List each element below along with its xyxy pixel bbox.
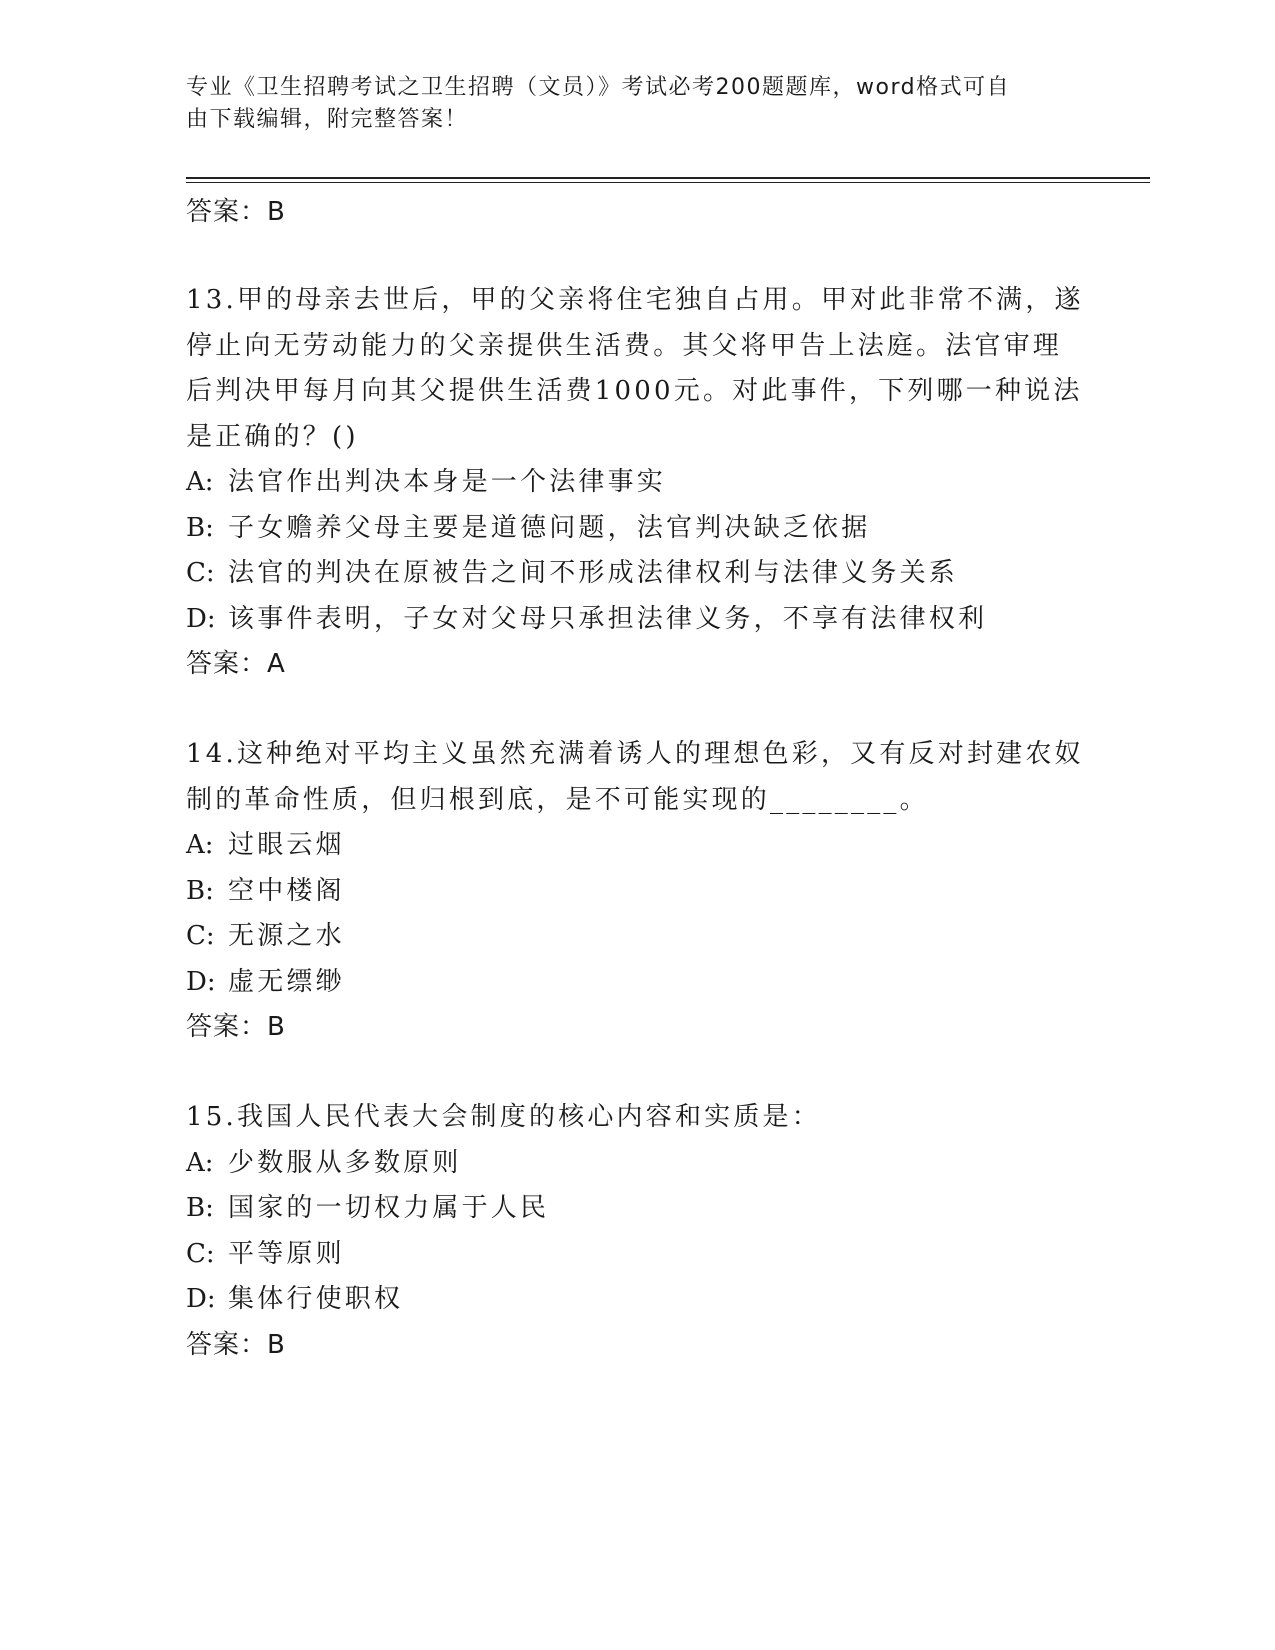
question-text-line: 制的革命性质，但归根到底，是不可能实现的________。 <box>186 784 929 815</box>
header-divider-thin <box>186 182 1150 183</box>
option-letter: C: <box>186 558 215 588</box>
question-text-line: 13.甲的母亲去世后，甲的父亲将住宅独自占用。甲对此非常不满，遂 <box>186 285 1084 315</box>
option-letter: A: <box>186 467 214 497</box>
option-text: 虚无缥缈 <box>228 966 345 997</box>
answer-line: 答案：B <box>186 197 286 227</box>
option-text: 集体行使职权 <box>228 1284 404 1314</box>
option-letter: A: <box>186 1147 214 1178</box>
header-line-2: 由下载编辑，附完整答案！ <box>186 107 469 132</box>
option-letter: A: <box>186 830 214 860</box>
header-line-1: 专业《卫生招聘考试之卫生招聘（文员）》考试必考200题题库，word格式可自 <box>186 75 1011 100</box>
option-text: 平等原则 <box>228 1238 345 1269</box>
question-text-line: 14.这种绝对平均主义虽然充满着诱人的理想色彩，又有反对封建农奴 <box>186 739 1084 769</box>
spacer <box>186 234 1086 278</box>
question-text-line: 15.我国人民代表大会制度的核心内容和实质是： <box>186 1102 821 1132</box>
option-a <box>186 460 1086 506</box>
option-letter: C: <box>186 921 215 951</box>
spacer <box>186 686 1086 732</box>
question-block <box>186 1095 1086 1367</box>
option-d <box>186 960 1086 1006</box>
option-text: 少数服从多数原则 <box>228 1147 462 1178</box>
option-c <box>186 1232 1086 1278</box>
option-text: 国家的一切权力属于人民 <box>228 1193 550 1223</box>
option-b <box>186 1186 1086 1232</box>
page-header <box>186 72 1066 136</box>
option-text: 空中楼阁 <box>228 875 345 906</box>
answer-line: 答案：B <box>186 1329 286 1360</box>
header-divider-thick <box>186 177 1150 179</box>
option-b <box>186 869 1086 915</box>
option-text: 过眼云烟 <box>228 830 345 860</box>
option-d <box>186 1277 1086 1323</box>
option-a <box>186 1141 1086 1187</box>
option-d <box>186 597 1086 643</box>
option-text: 无源之水 <box>228 921 345 951</box>
question-text-line: 是正确的？() <box>186 421 359 452</box>
option-letter: B: <box>186 512 214 543</box>
option-c <box>186 551 1086 597</box>
option-a <box>186 823 1086 869</box>
answer-line: 答案：A <box>186 649 286 679</box>
document-body <box>186 190 1086 1367</box>
option-text: 法官作出判决本身是一个法律事实 <box>228 467 667 497</box>
option-letter: B: <box>186 1193 214 1223</box>
option-b <box>186 506 1086 552</box>
option-text: 该事件表明，子女对父母只承担法律义务，不享有法律权利 <box>228 603 988 634</box>
spacer <box>186 1049 1086 1095</box>
option-text: 法官的判决在原被告之间不形成法律权利与法律义务关系 <box>228 558 959 588</box>
question-block <box>186 732 1086 1049</box>
question-block <box>186 278 1086 686</box>
answer-line: 答案：B <box>186 1012 286 1042</box>
option-letter: D: <box>186 966 216 997</box>
option-letter: D: <box>186 603 216 634</box>
option-text: 子女赡养父母主要是道德问题，法官判决缺乏依据 <box>228 512 871 543</box>
question-text-line: 后判决甲每月向其父提供生活费1000元。对此事件，下列哪一种说法 <box>186 376 1083 406</box>
option-c <box>186 914 1086 960</box>
option-letter: C: <box>186 1238 215 1269</box>
option-letter: B: <box>186 875 214 906</box>
option-letter: D: <box>186 1284 216 1314</box>
question-text-line: 停止向无劳动能力的父亲提供生活费。其父将甲告上法庭。法官审理 <box>186 330 1063 361</box>
